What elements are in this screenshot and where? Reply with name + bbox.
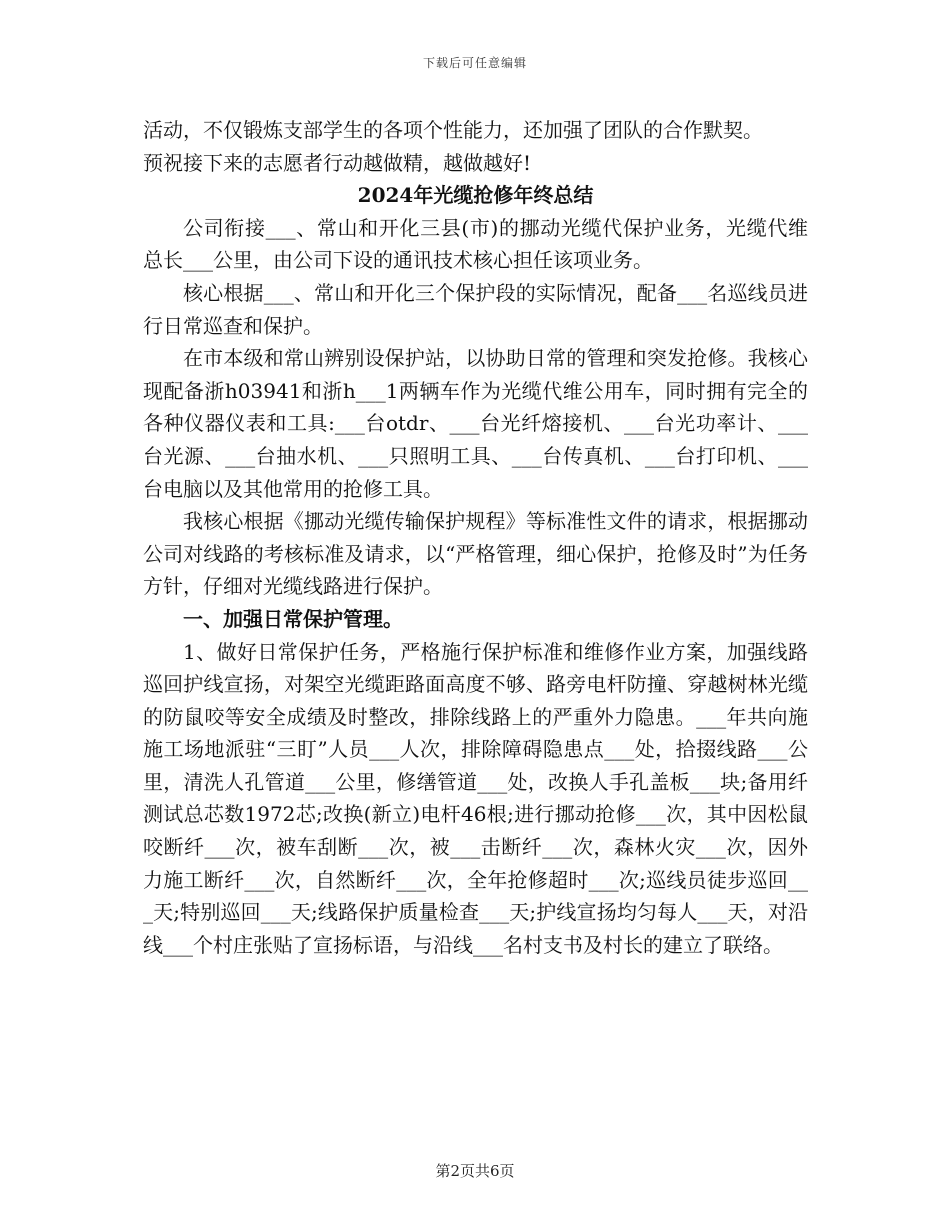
section-heading: 一、加强日常保护管理。 bbox=[183, 606, 403, 631]
paragraph: 1、做好日常保护任务，严格施行保护标准和维修作业方案，加强线路巡回护线宣扬，对架空光缆距路面高度不够、路旁电杆防撞、穿越树林光缆的防鼠咬等安全成绩及时整改，排除线路上的严重外力隐患。___年共向施施工场地派驻“三盯”人员___人次，排除障碍隐患点___处，拾掇线路___公里，清洗人孔管道___公里，修缮管道___处，改换人手孔盖板___块;备用纤测试总芯数1972芯;改换(新立)电杆46根;进行挪动抢修___次，其中因松鼠咬断纤___次，被车刮断___次，被___击断纤___次，森林火灾___次，因外力施工断纤___次，自然断纤___次，全年抢修超时___次;巡线员徒步巡回___天;特别巡回___天;线路保护质量检查___天;护线宣扬均匀每人___天，对沿线___个村庄张贴了宣扬标语，与沿线___名村支书及村长的建立了联络。 bbox=[143, 639, 808, 957]
header-note: 下载后可任意编辑 bbox=[422, 56, 527, 70]
paragraph: 我核心根据《挪动光缆传输保护规程》等标准性文件的请求，根据挪动公司对线路的考核标准及请求，以“严格管理，细心保护，抢修及时”为任务方针，仔细对光缆线路进行保护。 bbox=[143, 509, 808, 599]
paragraph: 在市本级和常山辨别设保护站，以协助日常的管理和突发抢修。我核心现配备浙h03941和浙h___1两辆车作为光缆代维公用车，同时拥有完全的各种仪器仪表和工具:___台otdr、___台光纤熔接机、___台光功率计、___台光源、___台抽水机、___只照明工具、___台传真机、___台打印机、___台电脑以及其他常用的抢修工具。 bbox=[143, 346, 808, 501]
intro-line: 预祝接下来的志愿者行动越做精，越做越好! bbox=[143, 150, 532, 175]
page-number: 第2页共6页 bbox=[435, 1162, 515, 1180]
document-body bbox=[143, 114, 808, 961]
document-title: 2024年光缆抢修年终总结 bbox=[357, 183, 594, 208]
paragraph: 核心根据___、常山和开化三个保护段的实际情况，配备___名巡线员进行日常巡查和保护。 bbox=[143, 280, 808, 338]
intro-line: 活动，不仅锻炼支部学生的各项个性能力，还加强了团队的合作默契。 bbox=[143, 118, 763, 142]
paragraph: 公司衔接___、常山和开化三县(市)的挪动光缆代保护业务，光缆代维总长___公里，由公司下设的通讯技术核心担任该项业务。 bbox=[143, 215, 808, 273]
